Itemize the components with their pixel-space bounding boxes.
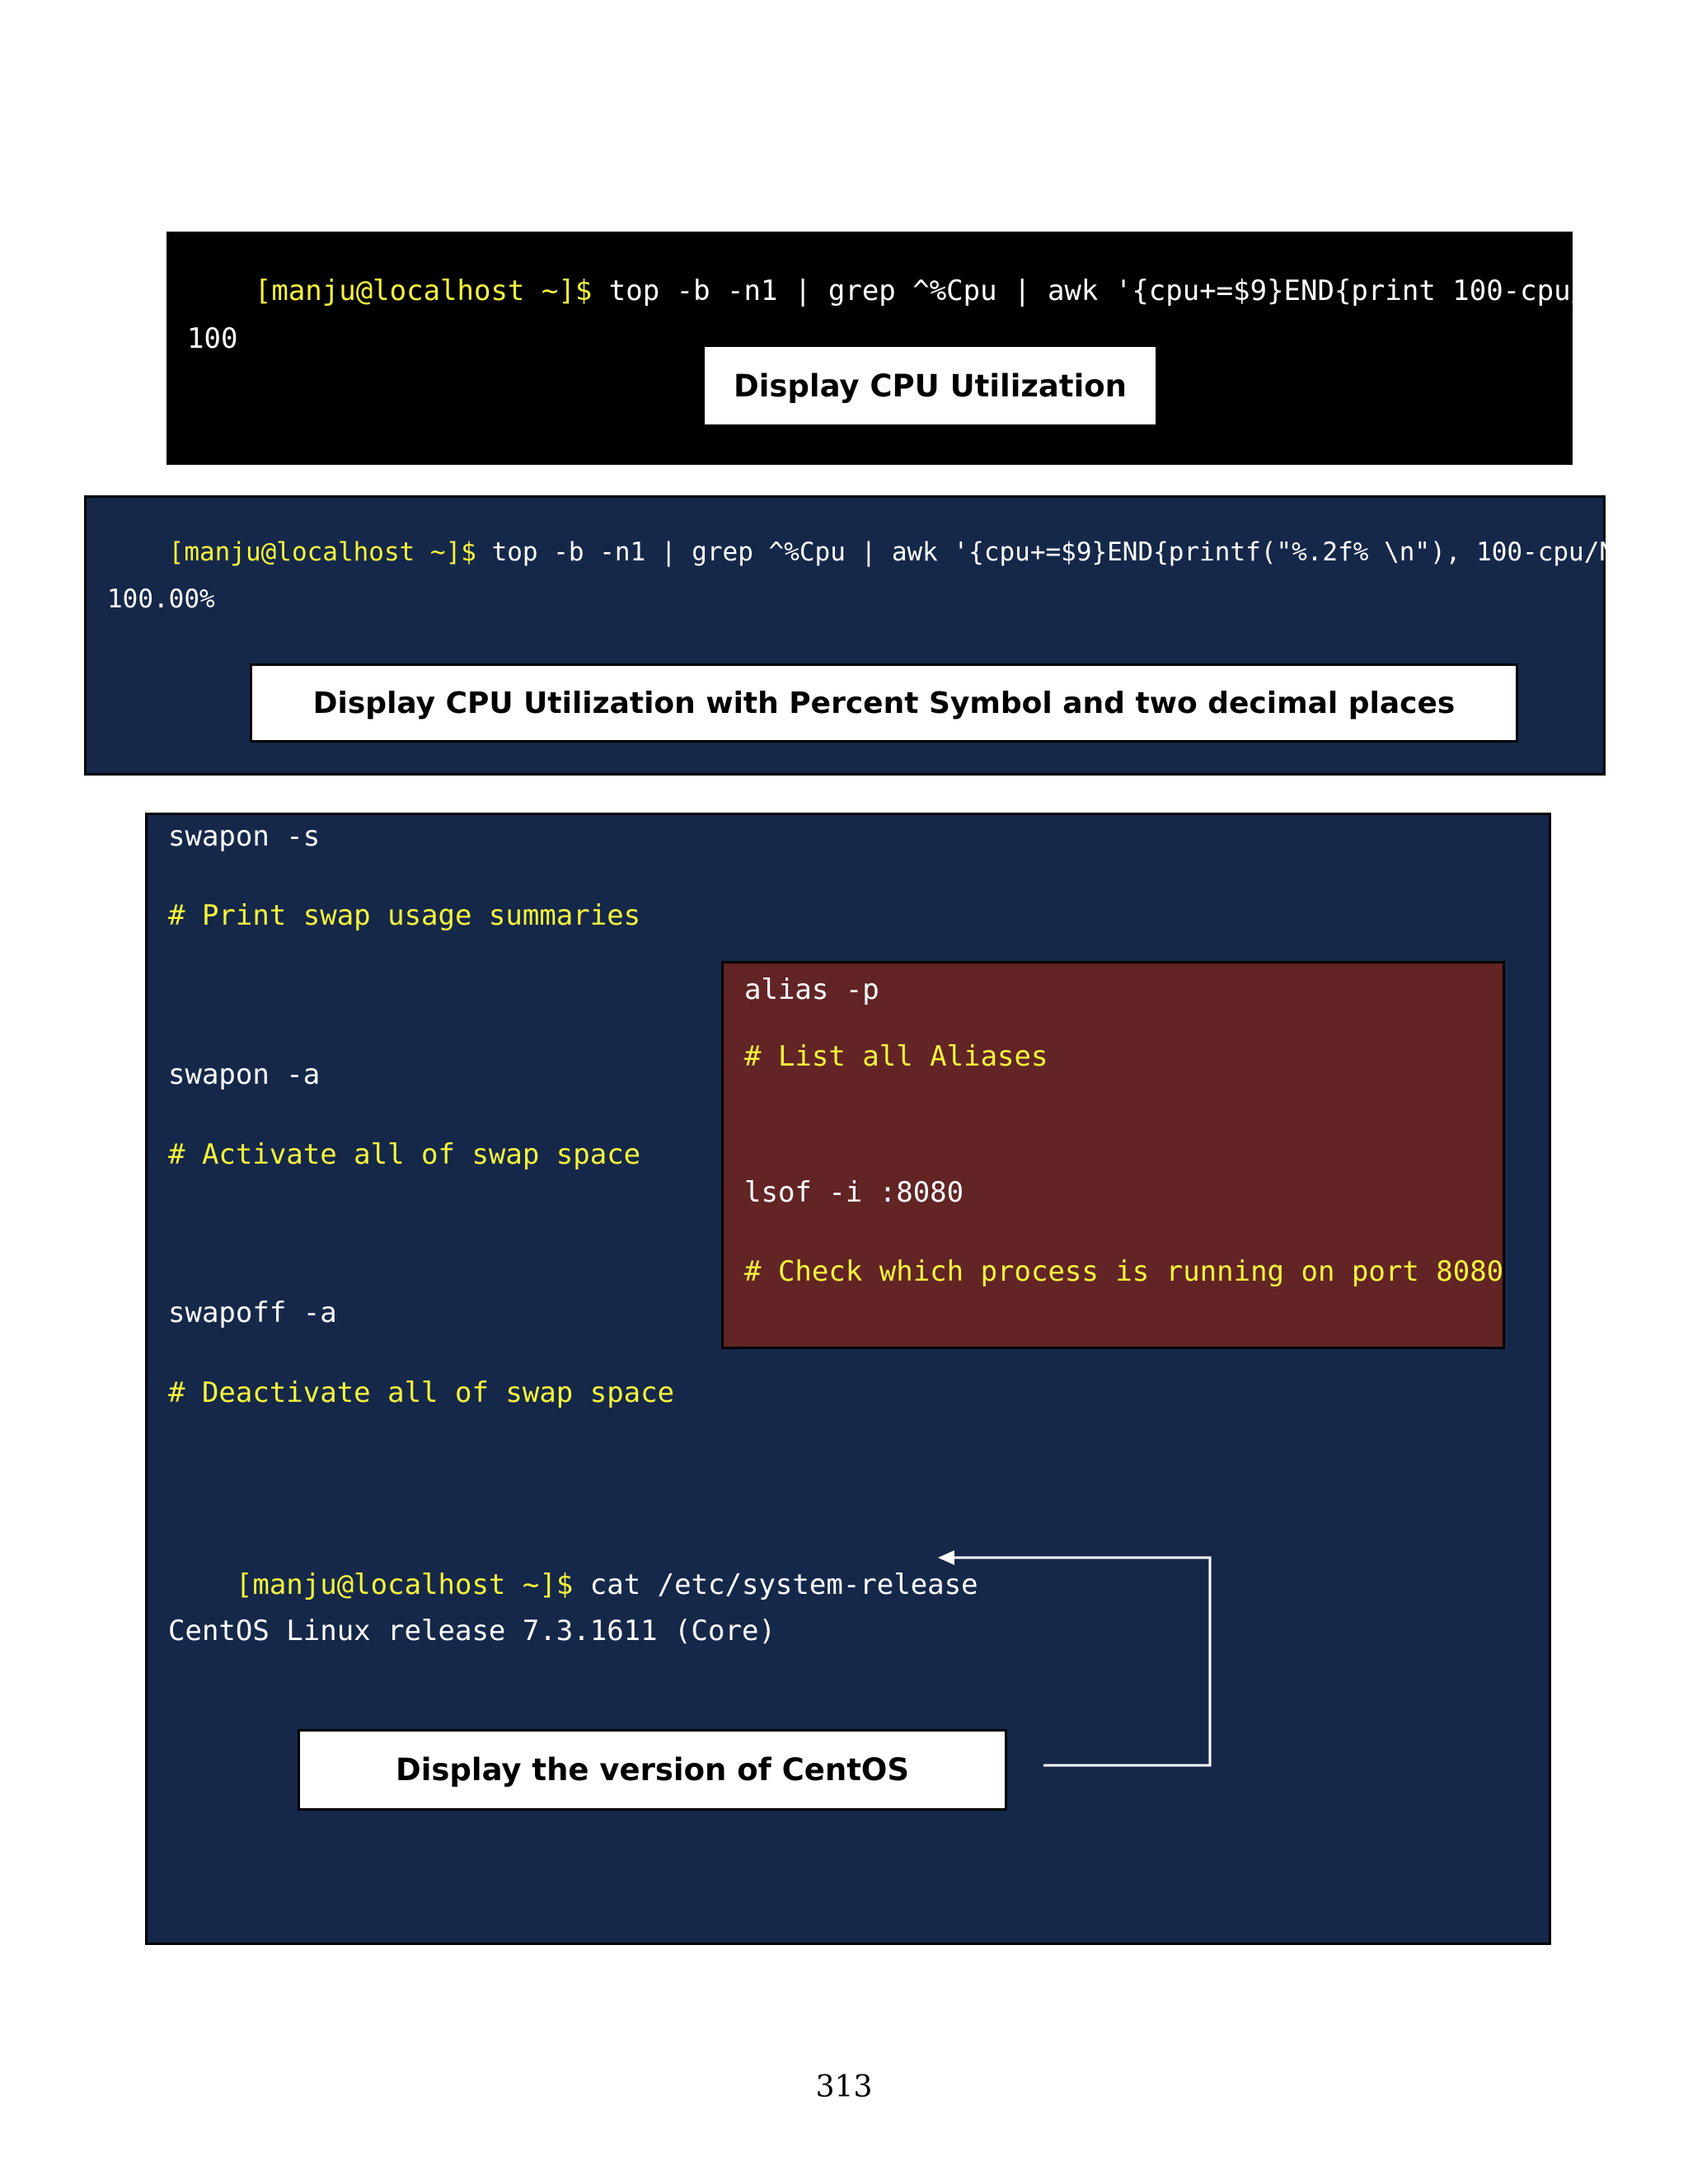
alias-command: alias -p [744,973,879,1006]
swapon-a-command: swapon -a [168,1058,321,1091]
shell-prompt: [manju@localhost ~]$ [235,1568,574,1601]
swapon-s-comment: # Print swap usage summaries [168,899,641,932]
caption-label: Display the version of CentOS [298,1729,1007,1811]
page-number: 313 [815,2070,873,2104]
shell-prompt: [manju@localhost ~]$ [254,274,593,307]
alias-comment: # List all Aliases [744,1040,1048,1073]
shell-prompt: [manju@localhost ~]$ [168,537,476,567]
command-output: 100 [187,322,238,355]
command-output: 100.00% [107,584,215,614]
caption-label: Display CPU Utilization with Percent Symbol and two decimal places [250,663,1518,743]
swapoff-a-comment: # Deactivate all of swap space [168,1376,675,1409]
swapon-a-comment: # Activate all of swap space [168,1138,641,1171]
command-text: top -b -n1 | grep ^%Cpu | awk '{cpu+=$9}END{print 100-cpu/NR}' [592,274,1655,307]
lsof-comment: # Check which process is running on port 8080 [744,1255,1504,1288]
command-text: top -b -n1 | grep ^%Cpu | awk '{cpu+=$9}END{printf("%.2f% \n"), 100-cpu/NR}' [476,537,1662,567]
swapon-s-command: swapon -s [168,820,321,853]
lsof-command: lsof -i :8080 [744,1176,964,1209]
release-output: CentOS Linux release 7.3.1611 (Core) [168,1615,776,1647]
swapoff-a-command: swapoff -a [168,1296,337,1329]
caption-label: Display CPU Utilization [702,344,1158,427]
command-text: cat /etc/system-release [573,1568,978,1601]
